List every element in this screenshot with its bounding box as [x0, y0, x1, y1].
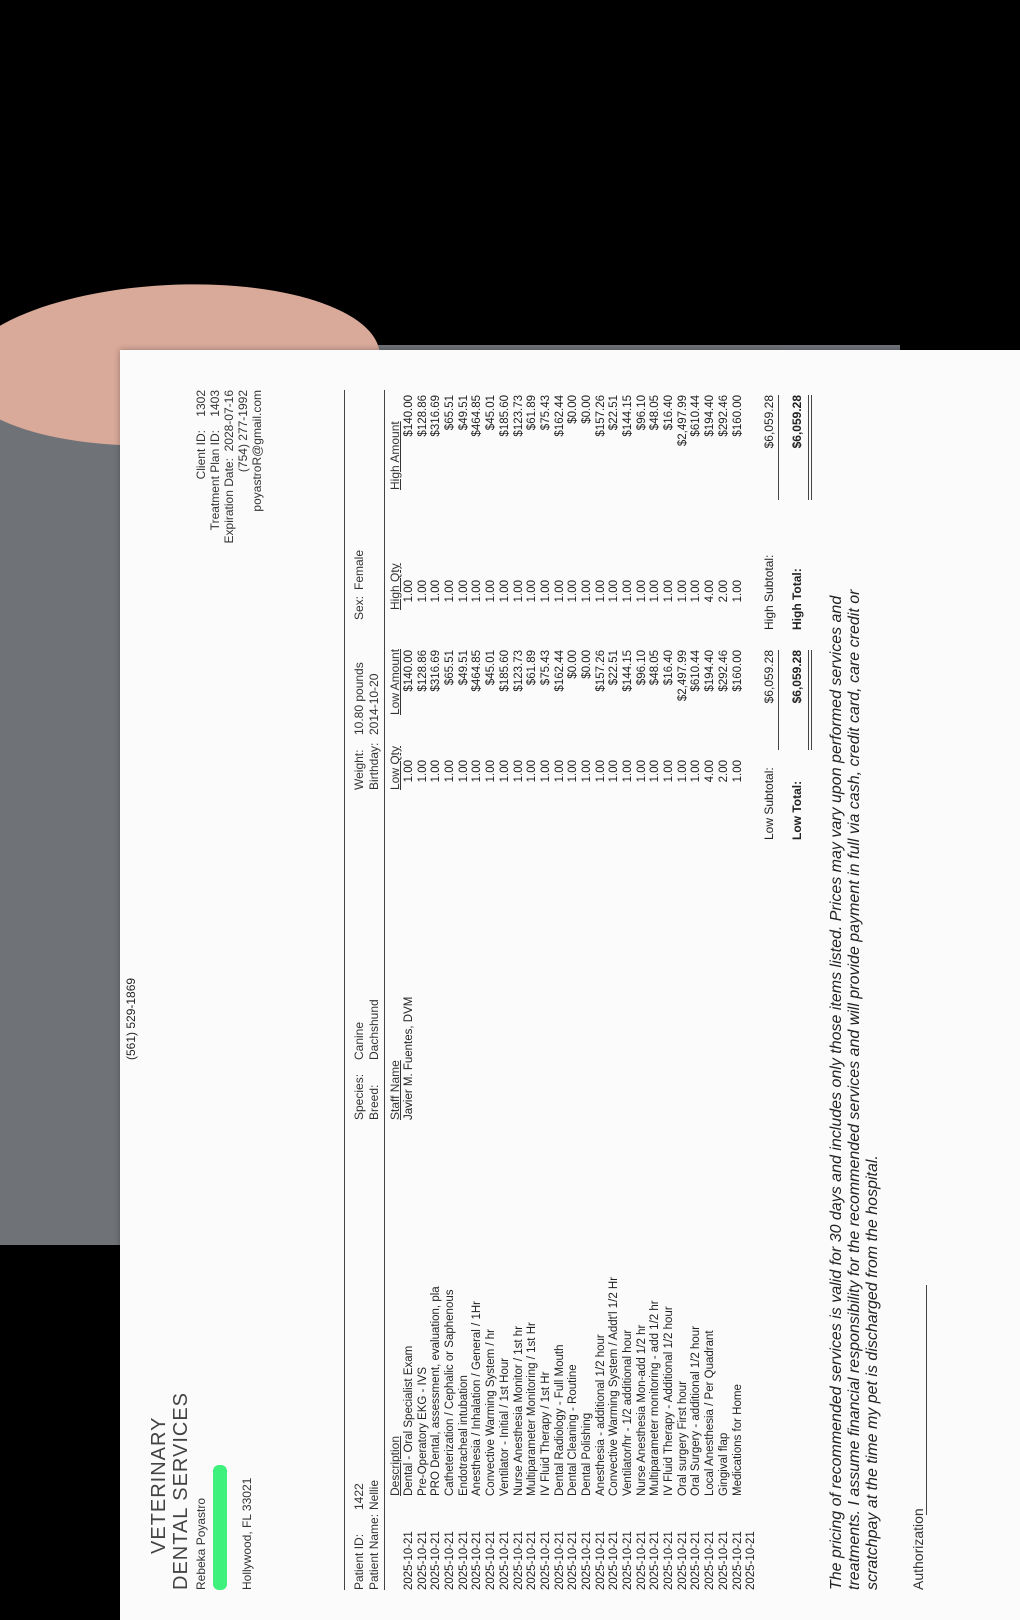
row-description: Catheterization / Cephalic or Saphenous	[444, 1289, 457, 1496]
row-high-qty: 1.00	[416, 580, 429, 603]
row-description: Endotracheal intubation	[457, 1375, 470, 1496]
row-high-amount: $0.00	[567, 395, 580, 424]
row-description: Gingival flap	[717, 1432, 730, 1496]
col-header-low-amount: Low Amount	[388, 648, 402, 715]
high-subtotal: $6,059.28	[762, 395, 776, 449]
row-low-amount: $144.15	[622, 650, 634, 692]
row-date: 2025-10-21	[580, 1531, 593, 1590]
plan-id-label: Treatment Plan ID:	[208, 430, 222, 531]
row-low-qty: 1.00	[430, 760, 443, 783]
weight: 10.80 pounds	[352, 662, 366, 735]
pricing-disclaimer: The pricing of recommended services is valid for 30 days and includes only those items listed. Prices may vary upon performed services and treatments. I assume financial responsibility for the recommended services and will provide payment in full via cash, credit card, care credit or scratchpay at the time my pet is discharged from the hospital.	[828, 589, 881, 1590]
row-high-qty: 1.00	[567, 580, 580, 603]
row-low-qty: 1.00	[676, 760, 689, 783]
row-low-qty: 2.00	[717, 760, 730, 783]
expiration-label: Expiration Date:	[222, 458, 236, 544]
high-total: $6,059.28	[790, 395, 804, 449]
expiration-date: 2028-07-16	[222, 390, 236, 452]
row-high-qty: 1.00	[539, 580, 552, 603]
row-description: IV Fluid Therapy - Additional 1/2 hour	[663, 1306, 676, 1496]
row-date: 2025-10-21	[416, 1531, 429, 1590]
row-low-qty: 1.00	[622, 760, 634, 783]
row-high-qty: 1.00	[663, 580, 676, 603]
row-description: Dental - Oral Specialist Exam	[403, 1345, 415, 1496]
row-low-qty: 1.00	[731, 760, 744, 783]
weight-label: Weight:	[352, 749, 366, 790]
row-low-amount: $140.00	[403, 650, 415, 692]
row-description: Multiparameter monitoring - add 1/2 hr	[649, 1300, 662, 1496]
row-low-amount: $316.69	[430, 650, 443, 692]
row-date: 2025-10-21	[457, 1531, 470, 1590]
row-low-qty: 1.00	[567, 760, 580, 783]
row-description: Anesthesia - additional 1/2 hour	[594, 1334, 607, 1496]
row-date: 2025-10-21	[471, 1531, 484, 1590]
row-high-amount: $0.00	[580, 395, 593, 424]
row-date: 2025-10-21	[717, 1531, 730, 1590]
row-low-amount: $96.10	[635, 650, 648, 686]
row-low-qty: 1.00	[444, 760, 457, 783]
low-subtotal: $6,059.28	[762, 650, 776, 704]
authorization-label: Authorization	[910, 1508, 926, 1590]
row-date: 2025-10-21	[676, 1531, 689, 1590]
address-redaction	[213, 1465, 227, 1590]
patient-id: 1422	[352, 1483, 366, 1510]
row-high-qty: 1.00	[403, 580, 415, 603]
photo-area	[0, 345, 926, 1590]
description-column	[403, 1126, 745, 1496]
row-low-qty: 4.00	[704, 760, 717, 783]
row-description: Oral surgery First hour	[676, 1380, 689, 1496]
species: Canine	[352, 1021, 366, 1060]
row-date: 2025-10-21	[444, 1531, 457, 1590]
row-high-qty: 1.00	[526, 580, 539, 603]
row-high-amount: $610.44	[690, 395, 703, 437]
row-low-amount: $157.26	[594, 650, 607, 692]
low-qty-column	[403, 760, 745, 805]
col-header-description: Description	[388, 1435, 402, 1496]
row-high-amount: $162.44	[553, 395, 566, 437]
row-high-amount: $160.00	[731, 395, 744, 437]
high-total-label: High Total:	[790, 568, 804, 630]
row-date: 2025-10-21	[567, 1531, 580, 1590]
plan-id: 1403	[208, 390, 222, 417]
row-high-qty: 4.00	[704, 580, 717, 603]
row-high-qty: 1.00	[731, 580, 744, 603]
row-high-qty: 1.00	[457, 580, 470, 603]
row-high-amount: $45.01	[485, 395, 498, 431]
brand-line-1: VETERINARY	[148, 1416, 170, 1554]
row-high-qty: 1.00	[635, 580, 648, 603]
row-date: 2025-10-21	[403, 1531, 415, 1590]
high-amount-column	[403, 395, 745, 510]
divider-top	[344, 390, 345, 1590]
row-high-qty: 1.00	[498, 580, 511, 603]
client-id-label: Client ID:	[194, 430, 208, 480]
low-amount-column	[403, 650, 745, 740]
row-low-amount: $0.00	[567, 650, 580, 679]
row-description: Local Anesthesia / Per Quadrant	[704, 1330, 717, 1496]
row-date: 2025-10-21	[663, 1531, 676, 1590]
row-low-qty: 1.00	[471, 760, 484, 783]
row-high-amount: $61.89	[526, 395, 539, 431]
row-high-qty: 2.00	[717, 580, 730, 603]
row-low-amount: $610.44	[690, 650, 703, 692]
row-low-qty: 1.00	[649, 760, 662, 783]
row-high-amount: $185.60	[498, 395, 511, 437]
total-line-low	[808, 650, 809, 750]
row-low-amount: $45.01	[485, 650, 498, 686]
row-date: 2025-10-21	[704, 1531, 717, 1590]
row-date: 2025-10-21	[498, 1531, 511, 1590]
row-low-amount: $194.40	[704, 650, 717, 692]
row-high-amount: $75.43	[539, 395, 552, 431]
sex: Female	[352, 549, 366, 590]
col-header-high-qty: High Qty	[388, 563, 402, 610]
birthday: 2014-10-20	[367, 673, 381, 735]
row-high-amount: $140.00	[403, 395, 415, 437]
divider-patient	[384, 390, 385, 1590]
row-low-qty: 1.00	[485, 760, 498, 783]
row-date: 2025-10-21	[690, 1531, 703, 1590]
total-line-high-2	[811, 395, 812, 500]
patient-name-label: Patient Name:	[367, 1513, 381, 1590]
row-date: 2025-10-21	[649, 1531, 662, 1590]
row-description: Pre-Operatory EKG - IVS	[416, 1366, 429, 1496]
row-low-qty: 1.00	[416, 760, 429, 783]
client-name: Rebeka Poyastro	[194, 1497, 208, 1590]
row-date: 2025-10-21	[594, 1531, 607, 1590]
staff-name: Javier M. Fuentes, DVM	[403, 996, 415, 1120]
row-low-qty: 1.00	[553, 760, 566, 783]
row-high-qty: 1.00	[444, 580, 457, 603]
brand-line-2: DENTAL SERVICES	[170, 1391, 192, 1590]
row-date: 2025-10-21	[526, 1531, 539, 1590]
row-low-amount: $65.51	[444, 650, 457, 686]
row-high-amount: $49.51	[457, 395, 470, 431]
row-low-amount: $160.00	[731, 650, 744, 692]
row-low-amount: $16.40	[663, 650, 676, 686]
subtotal-line-low	[778, 650, 779, 750]
row-description: Oral Surgery - additional 1/2 hour	[690, 1325, 703, 1496]
row-description: Nurse Anesthesia Mon-add 1/2 hr	[635, 1324, 648, 1496]
row-description: PRO Dental, assessment, evaluation, pla	[430, 1286, 443, 1496]
row-low-amount: $2,497.99	[676, 650, 689, 702]
subtotal-line-high	[778, 395, 779, 500]
col-header-high-amount: High Amount	[388, 421, 402, 490]
row-high-amount: $128.86	[416, 395, 429, 437]
row-high-amount: $16.40	[663, 395, 676, 431]
row-low-qty: 1.00	[690, 760, 703, 783]
row-date: 2025-10-21	[553, 1531, 566, 1590]
date-column	[403, 1505, 759, 1590]
row-description: IV Fluid Therapy / 1st Hr	[539, 1371, 552, 1496]
row-low-amount: $292.46	[717, 650, 730, 692]
row-description: Medications for Home	[731, 1384, 744, 1496]
row-high-amount: $292.46	[717, 395, 730, 437]
total-line-high	[808, 395, 809, 500]
row-low-qty: 1.00	[663, 760, 676, 783]
row-date: 2025-10-21	[745, 1531, 758, 1590]
row-date: 2025-10-21	[608, 1531, 621, 1590]
row-high-qty: 1.00	[649, 580, 662, 603]
species-label: Species:	[352, 1073, 366, 1120]
row-high-amount: $65.51	[444, 395, 457, 431]
row-high-amount: $2,497.99	[676, 395, 689, 447]
row-description: Multiparameter Monitoring / 1st Hr	[526, 1322, 539, 1496]
row-low-qty: 1.00	[539, 760, 552, 783]
patient-name: Nellie	[367, 1479, 381, 1510]
row-low-amount: $162.44	[553, 650, 566, 692]
row-low-amount: $185.60	[498, 650, 511, 692]
row-high-qty: 1.00	[512, 580, 525, 603]
row-high-qty: 1.00	[430, 580, 443, 603]
row-date: 2025-10-21	[622, 1531, 634, 1590]
row-low-amount: $123.73	[512, 650, 525, 692]
row-high-amount: $464.85	[471, 395, 484, 437]
clinic-phone: (561) 529-1869	[124, 977, 138, 1060]
row-low-qty: 1.00	[403, 760, 415, 783]
row-description: Convective Warming System / Addt'l 1/2 Hr	[608, 1276, 621, 1496]
patient-id-label: Patient ID:	[352, 1533, 366, 1590]
row-low-amount: $49.51	[457, 650, 470, 686]
row-description: Ventilator - Initial / 1st Hour	[498, 1357, 511, 1496]
row-date: 2025-10-21	[731, 1531, 744, 1590]
low-total-label: Low Total:	[790, 780, 804, 840]
sex-label: Sex:	[352, 595, 366, 620]
row-high-qty: 1.00	[471, 580, 484, 603]
breed-label: Breed:	[367, 1084, 381, 1120]
row-high-qty: 1.00	[622, 580, 634, 603]
row-low-amount: $61.89	[526, 650, 539, 686]
row-high-amount: $22.51	[608, 395, 621, 431]
high-subtotal-label: High Subtotal:	[762, 554, 776, 630]
birthday-label: Birthday:	[367, 742, 381, 790]
row-description: Convective Warming System / hr	[485, 1328, 498, 1496]
row-high-qty: 1.00	[580, 580, 593, 603]
row-description: Anesthesia / Inhalation / General / 1Hr	[471, 1301, 484, 1496]
client-info-block	[194, 390, 264, 580]
row-low-qty: 1.00	[526, 760, 539, 783]
low-total: $6,059.28	[790, 650, 804, 704]
row-low-amount: $464.85	[471, 650, 484, 692]
row-low-qty: 1.00	[498, 760, 511, 783]
row-high-amount: $157.26	[594, 395, 607, 437]
row-low-amount: $128.86	[416, 650, 429, 692]
client-phone: (754) 277-1992	[236, 390, 250, 473]
row-date: 2025-10-21	[539, 1531, 552, 1590]
low-subtotal-label: Low Subtotal:	[762, 767, 776, 840]
row-high-amount: $48.05	[649, 395, 662, 431]
row-description: Dental Radiology - Full Mouth	[553, 1344, 566, 1496]
row-high-amount: $123.73	[512, 395, 525, 437]
row-date: 2025-10-21	[485, 1531, 498, 1590]
row-low-qty: 1.00	[457, 760, 470, 783]
clinic-logo-text	[148, 1392, 192, 1590]
row-low-amount: $22.51	[608, 650, 621, 686]
client-email: poyastroR@gmail.com	[250, 390, 264, 512]
row-low-amount: $48.05	[649, 650, 662, 686]
treatment-plan-document	[120, 350, 1020, 1620]
row-date: 2025-10-21	[512, 1531, 525, 1590]
high-qty-column	[403, 580, 745, 625]
row-description: Nurse Anesthesia Monitor / 1st hr	[512, 1325, 525, 1496]
row-high-amount: $316.69	[430, 395, 443, 437]
row-high-qty: 1.00	[594, 580, 607, 603]
row-date: 2025-10-21	[635, 1531, 648, 1590]
row-high-amount: $96.10	[635, 395, 648, 431]
row-description: Dental Cleaning - Routine	[567, 1364, 580, 1496]
client-city: Hollywood, FL 33021	[240, 1477, 254, 1590]
row-low-qty: 1.00	[594, 760, 607, 783]
row-low-amount: $75.43	[539, 650, 552, 686]
row-high-amount: $194.40	[704, 395, 717, 437]
total-line-low-2	[811, 650, 812, 750]
row-date: 2025-10-21	[430, 1531, 443, 1590]
row-high-qty: 1.00	[676, 580, 689, 603]
authorization-signature-line	[926, 1285, 927, 1515]
row-low-qty: 1.00	[635, 760, 648, 783]
row-high-qty: 1.00	[690, 580, 703, 603]
row-description: Ventilator/hr - 1/2 additional hour	[622, 1329, 634, 1496]
breed: Dachshund	[367, 999, 381, 1060]
row-low-amount: $0.00	[580, 650, 593, 679]
row-high-qty: 1.00	[553, 580, 566, 603]
row-low-qty: 1.00	[608, 760, 621, 783]
client-id: 1302	[194, 390, 208, 417]
row-high-qty: 1.00	[485, 580, 498, 603]
col-header-staff: Staff Name	[388, 1060, 402, 1120]
row-description: Dental Polishing	[580, 1412, 593, 1496]
row-high-amount: $144.15	[622, 395, 634, 437]
row-high-qty: 1.00	[608, 580, 621, 603]
row-low-qty: 1.00	[512, 760, 525, 783]
col-header-low-qty: Low Qty	[388, 745, 402, 790]
row-low-qty: 1.00	[580, 760, 593, 783]
